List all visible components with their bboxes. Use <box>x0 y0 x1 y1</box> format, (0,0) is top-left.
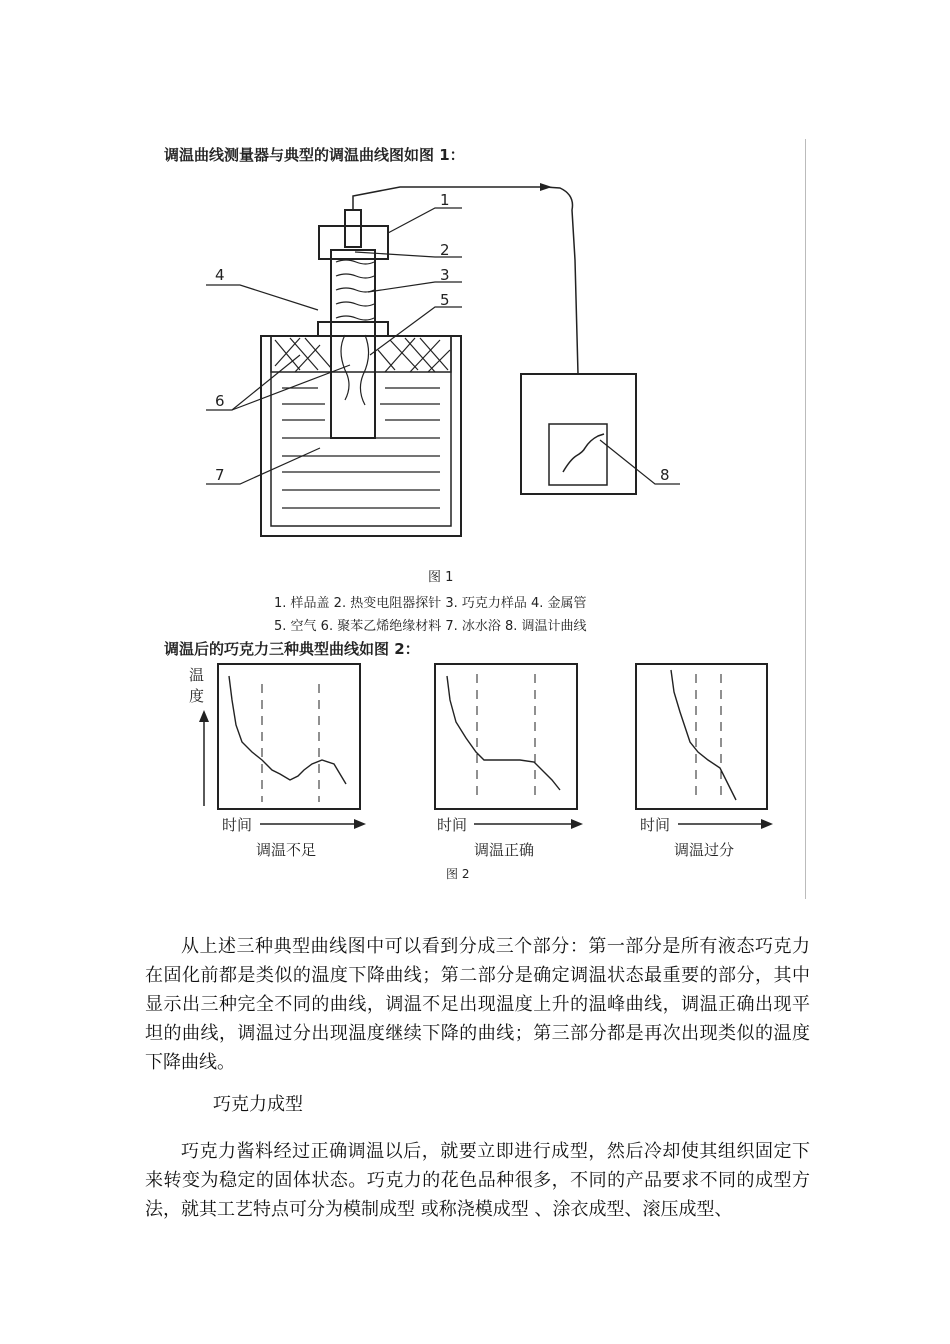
panel-label-over: 调温过分 <box>674 841 735 859</box>
panel-label-under: 调温不足 <box>256 841 317 859</box>
body-paragraph-1: 从上述三种典型曲线图中可以看到分成三个部分：第一部分是所有液态巧克力在固化前都是类似的温度下降曲线；第二部分是确定调温状态最重要的部分，其中显示出三种完全不同的曲线，调温不足出现温度上升的温峰曲线，调温正确出现平坦的曲线，调温过分出现温度继续下降的曲线；第三部分都是再次出现类似的温度下降曲线。 <box>145 936 810 1073</box>
callout-7: 7 <box>215 466 225 484</box>
y-axis-label-1: 温 <box>189 666 205 684</box>
x-axis-label-1: 时间 <box>222 816 253 834</box>
callout-5: 5 <box>440 291 450 309</box>
callout-8: 8 <box>660 466 670 484</box>
figure1-caption: 图 1 <box>428 570 454 585</box>
callout-6: 6 <box>215 392 225 410</box>
panel-label-correct: 调温正确 <box>474 841 535 859</box>
panel-correctly-tempered <box>435 664 577 809</box>
body-paragraph-2: 巧克力酱料经过正确调温以后，就要立即进行成型，然后冷却使其组织固定下来转变为稳定的固体状态。巧克力的花色品种很多，不同的产品要求不同的成型方法，就其工艺特点可分为模制成型 或称浇模成型 、涂衣成型、滚压成型、 <box>145 1141 810 1220</box>
callout-4: 4 <box>215 266 225 284</box>
panel-over-tempered <box>636 664 767 809</box>
section-heading: 巧克力成型 <box>213 1094 303 1115</box>
x-axis-label-2: 时间 <box>437 816 468 834</box>
x-axis-label-3: 时间 <box>640 816 671 834</box>
callout-2: 2 <box>440 241 450 259</box>
figure2-caption: 图 2 <box>446 867 470 881</box>
callout-3: 3 <box>440 266 450 284</box>
panel-under-tempered <box>218 664 360 809</box>
callout-1: 1 <box>440 191 450 209</box>
figure2-intro: 调温后的巧克力三种典型曲线如图 2： <box>164 640 420 658</box>
y-axis-label-2: 度 <box>189 687 205 705</box>
figure1-intro: 调温曲线测量器与典型的调温曲线图如图 1： <box>164 146 465 164</box>
figure1-legend-line1: 1. 样品盖 2. 热变电阻器探针 3. 巧克力样品 4. 金属管 <box>274 596 587 611</box>
figure1-legend-line2: 5. 空气 6. 聚苯乙烯绝缘材料 7. 冰水浴 8. 调温计曲线 <box>274 619 587 634</box>
